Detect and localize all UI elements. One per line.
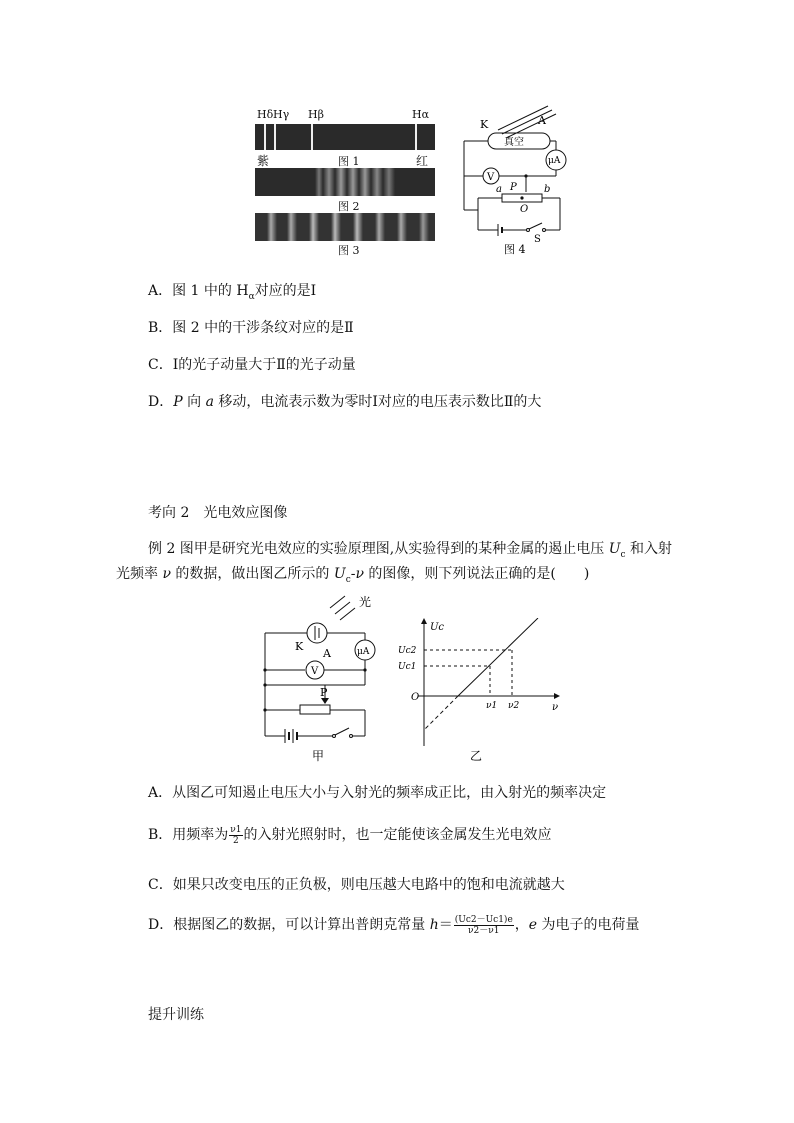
fig4-caption: 图 4 — [504, 243, 526, 256]
spectral-line — [264, 124, 266, 150]
fig4-s: S — [534, 234, 541, 245]
fig-jia-a: A — [323, 647, 331, 660]
spectral-line — [415, 124, 417, 150]
fig2-caption: 图 2 — [338, 200, 360, 213]
fig-yi-graph — [398, 618, 578, 768]
q1-option-a: A．图 1 中的 $H_\alpha$对应的是Ⅰ — [148, 283, 317, 302]
example-stem-line2: 光频率 ν 的数据，做出图乙所示的 $U_c-\nu$ 的图像，则下列说法正确的是( ) — [116, 566, 590, 585]
interference-fig3 — [255, 213, 435, 241]
fig1-left-label: 紫 — [257, 154, 270, 168]
fig-jia-v: V — [311, 666, 319, 677]
fig1-line-label-ha: Hα — [412, 108, 430, 121]
q1-option-c: C．Ⅰ的光子动量大于Ⅱ的光子动量 — [148, 357, 356, 373]
q2-option-b: B．用频率为 $\frac{\nu 1}{2}$ 的入射光照射时，也一定能使该金属发生光电效应 — [148, 824, 552, 846]
fig-jia-light: 光 — [359, 595, 372, 609]
fraction-v1-over-2: $\frac{\nu 1}{2}$ — [230, 824, 242, 846]
fig1-line-label-hb: Hβ — [308, 108, 324, 121]
q2-option-c: C．如果只改变电压的正负极，则电压越大电路中的饱和电流就越大 — [148, 877, 565, 893]
q2-option-a: A．从图乙可知遏止电压大小与入射光的频率成正比，由入射光的频率决定 — [148, 785, 607, 801]
fig-yi-uc2: Uc2 — [398, 646, 417, 656]
fig4-a-end: a — [496, 184, 502, 195]
spectrum-fig1 — [255, 124, 435, 150]
section-heading: 考向 2 光电效应图像 — [148, 505, 288, 521]
fig4-p: P — [510, 182, 517, 193]
fig4-ammeter: μA — [548, 156, 561, 166]
fig-jia-caption: 甲 — [312, 749, 325, 763]
q1-option-d: D．P 向 a 移动，电流表示数为零时Ⅰ对应的电压表示数比Ⅱ的大 — [148, 394, 542, 410]
fig4-circuit — [458, 100, 578, 260]
fig1-right-label: 红 — [416, 154, 429, 168]
example-stem-line1: 例 2 图甲是研究光电效应的实验原理图,从实验得到的某种金属的遏止电压 $U_c$ 和入射 — [148, 541, 673, 560]
fig-jia-circuit — [255, 592, 385, 767]
fig-yi-caption: 乙 — [470, 749, 483, 763]
fig4-o: O — [520, 204, 529, 215]
fig1-caption: 图 1 — [338, 155, 360, 168]
fig-yi-ylabel: Uc — [430, 622, 445, 633]
fig-yi-v2: ν2 — [508, 701, 520, 711]
fig-jia-p: P — [320, 686, 328, 699]
fig4-a: A — [538, 114, 546, 127]
fig-jia-ammeter: μA — [357, 647, 370, 657]
q1-option-b: B．图 2 中的干涉条纹对应的是Ⅱ — [148, 320, 354, 336]
fig-yi-v1: ν1 — [486, 701, 498, 711]
spectral-line — [274, 124, 276, 150]
spectral-line — [311, 124, 313, 150]
fig-yi-uc1: Uc1 — [398, 662, 417, 672]
fig4-tube: 真空 — [504, 137, 524, 148]
footer-heading: 提升训练 — [148, 1007, 204, 1023]
fig-yi-origin: O — [411, 692, 420, 703]
fig3-caption: 图 3 — [338, 244, 360, 257]
interference-fig2 — [255, 168, 435, 196]
fig4-b-end: b — [544, 184, 551, 195]
fig1-line-label-hg: Hγ — [273, 108, 290, 121]
fraction-planck: $\frac{(Uc2-Uc1)e}{\nu 2-\nu 1}$ — [454, 914, 513, 936]
fig-yi-xlabel: ν — [552, 702, 559, 713]
fig1-line-label-hd: Hδ — [257, 108, 274, 121]
fig4-k: K — [480, 118, 489, 131]
fig4-voltmeter: V — [487, 172, 495, 183]
q2-option-d: D．根据图乙的数据，可以计算出普朗克常量 h＝ $\frac{(Uc2-Uc1)e}{\nu 2-\nu 1}$ ，e 为电子的电荷量 — [148, 914, 640, 936]
fig-jia-k: K — [295, 640, 304, 653]
